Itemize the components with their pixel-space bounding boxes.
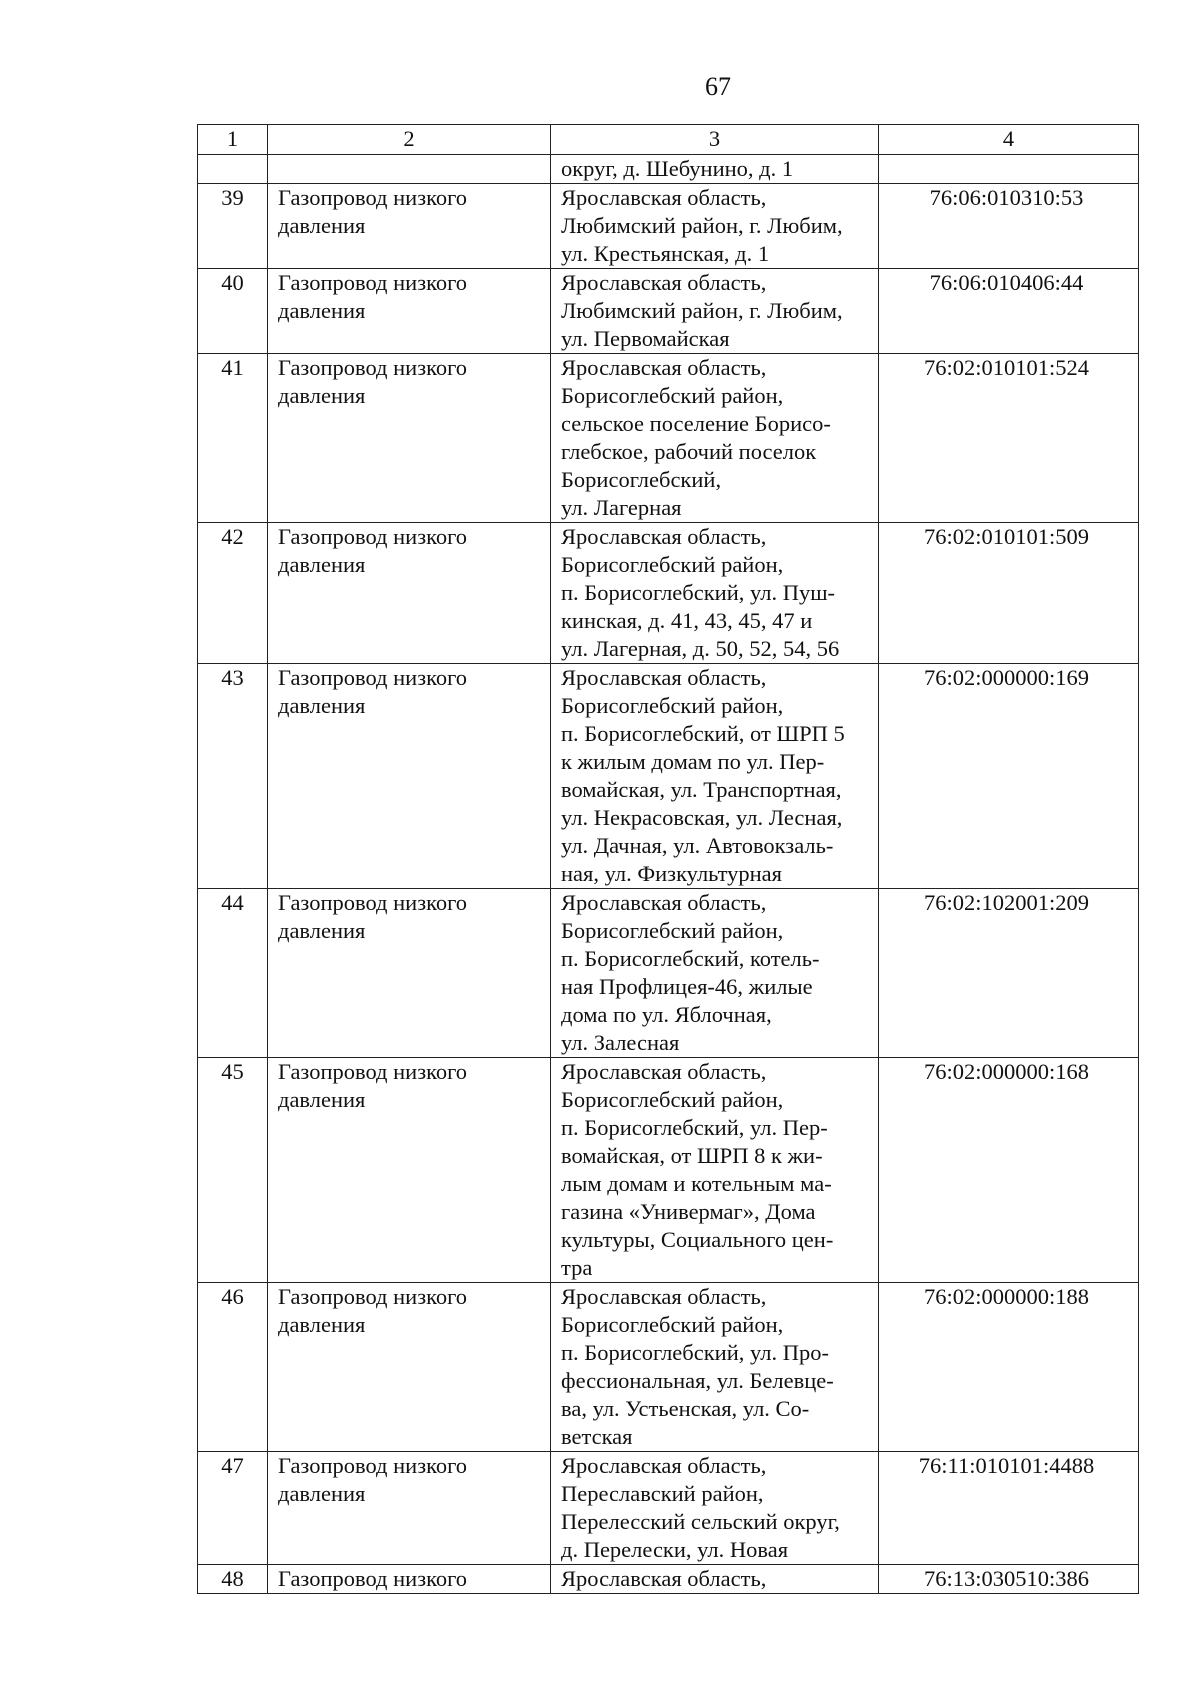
table-row bbox=[198, 184, 1139, 269]
column-header-4: 4 bbox=[879, 125, 1139, 155]
table-row bbox=[198, 889, 1139, 1058]
object-name: Газопровод низкого давления bbox=[268, 1058, 551, 1283]
row-number: 47 bbox=[198, 1452, 268, 1565]
cadastral-number: 76:02:102001:209 bbox=[879, 889, 1139, 1058]
header-row bbox=[198, 125, 1139, 155]
cadastral-number bbox=[879, 155, 1139, 184]
row-number: 48 bbox=[198, 1565, 268, 1594]
object-name: Газопровод низкого давления bbox=[268, 523, 551, 664]
object-address: Ярославская область, Борисоглебский район, п. Борисоглебский, ул. Пер- вомайская, от ШРП 8 к жи- лым домам и котельным ма- газина «Универмаг», Дома культуры, Социального цен- тра bbox=[551, 1058, 879, 1283]
table-row bbox=[198, 1058, 1139, 1283]
object-name: Газопровод низкого давления bbox=[268, 889, 551, 1058]
object-name: Газопровод низкого давления bbox=[268, 1283, 551, 1452]
column-header-2: 2 bbox=[268, 125, 551, 155]
cadastral-number: 76:11:010101:4488 bbox=[879, 1452, 1139, 1565]
table-row bbox=[198, 1283, 1139, 1452]
row-number: 44 bbox=[198, 889, 268, 1058]
object-address: Ярославская область, Борисоглебский район, п. Борисоглебский, ул. Пуш- кинская, д. 41, 43, 45, 47 и ул. Лагерная, д. 50, 52, 54, 56 bbox=[551, 523, 879, 664]
row-number: 40 bbox=[198, 269, 268, 354]
object-name bbox=[268, 155, 551, 184]
object-address: Ярославская область, Переславский район, Перелесский сельский округ, д. Перелески, ул. Новая bbox=[551, 1452, 879, 1565]
cadastral-number: 76:02:000000:169 bbox=[879, 664, 1139, 889]
table-row bbox=[198, 269, 1139, 354]
table-body bbox=[198, 155, 1139, 1594]
cadastral-number: 76:06:010310:53 bbox=[879, 184, 1139, 269]
page-number: 67 bbox=[705, 72, 731, 101]
object-name: Газопровод низкого давления bbox=[268, 664, 551, 889]
table-row bbox=[198, 664, 1139, 889]
cadastral-number: 76:02:010101:524 bbox=[879, 354, 1139, 523]
object-name: Газопровод низкого давления bbox=[268, 354, 551, 523]
object-name: Газопровод низкого давления bbox=[268, 269, 551, 354]
object-name: Газопровод низкого давления bbox=[268, 184, 551, 269]
row-number: 43 bbox=[198, 664, 268, 889]
cadastral-number: 76:06:010406:44 bbox=[879, 269, 1139, 354]
object-address: Ярославская область, Борисоглебский район, п. Борисоглебский, ул. Про- фессиональная, ул. Белевце- ва, ул. Устьенская, ул. Со- ветская bbox=[551, 1283, 879, 1452]
object-address: Ярославская область, Борисоглебский район, п. Борисоглебский, от ШРП 5 к жилым домам по ул. Пер- вомайская, ул. Транспортная, ул. Некрасовская, ул. Лесная, ул. Дачная, ул. Автовокзаль- ная, ул. Физкультурная bbox=[551, 664, 879, 889]
object-address: Ярославская область, Борисоглебский район, сельское поселение Борисо- глебское, рабочий поселок Борисоглебский, ул. Лагерная bbox=[551, 354, 879, 523]
column-header-1: 1 bbox=[198, 125, 268, 155]
cadastral-number: 76:02:000000:188 bbox=[879, 1283, 1139, 1452]
table-row bbox=[198, 354, 1139, 523]
row-number: 46 bbox=[198, 1283, 268, 1452]
table-row bbox=[198, 1565, 1139, 1594]
cadastral-number: 76:13:030510:386 bbox=[879, 1565, 1139, 1594]
continuation-row bbox=[198, 155, 1139, 184]
row-number: 39 bbox=[198, 184, 268, 269]
row-number bbox=[198, 155, 268, 184]
object-address: Ярославская область, Любимский район, г. Любим, ул. Крестьянская, д. 1 bbox=[551, 184, 879, 269]
object-address: Ярославская область, Любимский район, г. Любим, ул. Первомайская bbox=[551, 269, 879, 354]
table-row bbox=[198, 1452, 1139, 1565]
table-row bbox=[198, 523, 1139, 664]
row-number: 45 bbox=[198, 1058, 268, 1283]
object-address: Ярославская область, bbox=[551, 1565, 879, 1594]
cadastral-number: 76:02:000000:168 bbox=[879, 1058, 1139, 1283]
table-header bbox=[198, 125, 1139, 155]
object-name: Газопровод низкого давления bbox=[268, 1452, 551, 1565]
object-address: округ, д. Шебунино, д. 1 bbox=[551, 155, 879, 184]
row-number: 42 bbox=[198, 523, 268, 664]
cadastral-number: 76:02:010101:509 bbox=[879, 523, 1139, 664]
registry-table bbox=[197, 124, 1139, 1594]
object-address: Ярославская область, Борисоглебский район, п. Борисоглебский, котель- ная Профлицея-46, жилые дома по ул. Яблочная, ул. Залесная bbox=[551, 889, 879, 1058]
object-name: Газопровод низкого bbox=[268, 1565, 551, 1594]
column-header-3: 3 bbox=[551, 125, 879, 155]
row-number: 41 bbox=[198, 354, 268, 523]
